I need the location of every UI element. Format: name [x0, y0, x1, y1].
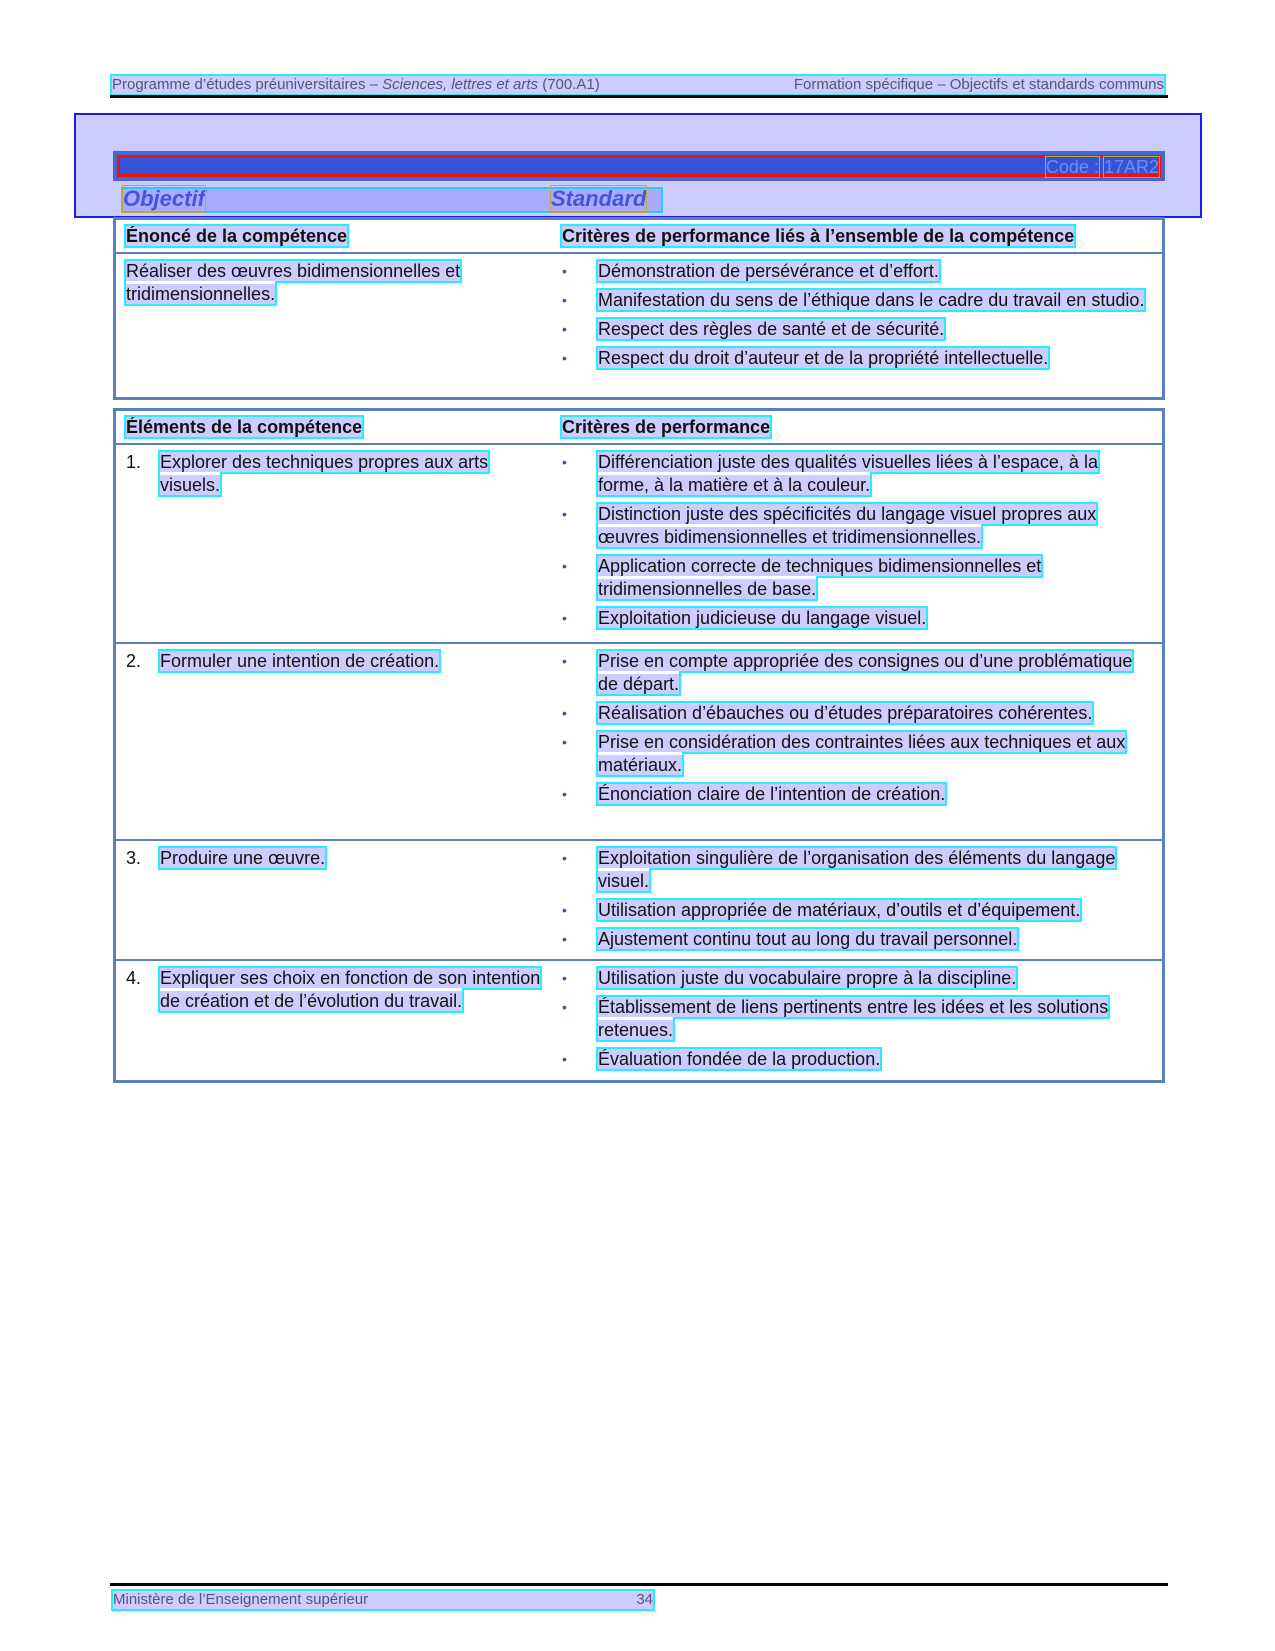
- table-row: [115, 253, 1164, 399]
- criterion: [598, 928, 1017, 951]
- criterion-text: Établissement de liens pertinents entre les idées et les solutions retenues.: [598, 997, 1109, 1040]
- competency-element: [126, 451, 552, 497]
- element-text-wrap: [160, 451, 552, 497]
- criterion-item: [562, 783, 1152, 806]
- objectif-label: Objectif: [123, 186, 205, 211]
- criterion: [598, 702, 1092, 725]
- header-elements: Éléments de la compétence: [126, 417, 363, 437]
- code-bar-inner: [117, 155, 1161, 177]
- page-footer: [113, 1591, 653, 1609]
- table-row: [115, 444, 1164, 643]
- table-row: [115, 643, 1164, 840]
- header-criteria: Critères de performance: [562, 417, 771, 437]
- element-number: 3.: [126, 848, 142, 868]
- criterion-text: Différenciation juste des qualités visuelles liées à l’espace, à la forme, à la matière et à la couleur.: [598, 452, 1098, 495]
- element-text: Formuler une intention de création.: [160, 651, 440, 671]
- criterion: [598, 289, 1144, 312]
- criterion: [598, 1048, 880, 1071]
- criterion-item: [562, 289, 1152, 312]
- criterion-item: [562, 1048, 1152, 1071]
- bullet-icon: •: [562, 786, 567, 802]
- criterion: [598, 503, 1152, 549]
- competency-elements-table: [113, 408, 1165, 1083]
- element-number: 4.: [126, 968, 142, 988]
- bullet-icon: •: [562, 321, 567, 337]
- bullet-icon: •: [562, 653, 567, 669]
- element-text: Explorer des techniques propres aux arts visuels.: [160, 452, 489, 495]
- code-label: Code :: [1045, 157, 1099, 177]
- criterion-text: Application correcte de techniques bidimensionnelles et tridimensionnelles de base.: [598, 556, 1042, 599]
- criterion-text: Utilisation juste du vocabulaire propre à la discipline.: [598, 968, 1017, 988]
- competency-statement-table: [113, 217, 1165, 400]
- criterion: [598, 899, 1080, 922]
- program-code: (700.A1): [538, 76, 600, 93]
- criterion-text: Respect des règles de santé et de sécurité.: [598, 319, 945, 339]
- bullet-icon: •: [562, 734, 567, 750]
- competency-element: [126, 650, 552, 673]
- criterion-text: Réalisation d’ébauches ou d’études préparatoires cohérentes.: [598, 703, 1093, 723]
- competency-element: [126, 847, 552, 870]
- criterion-text: Exploitation singulière de l’organisation des éléments du langage visuel.: [598, 848, 1116, 891]
- criterion-text: Distinction juste des spécificités du langage visuel propres aux œuvres bidimensionnelles et tridimensionnelles.: [598, 504, 1097, 547]
- table-row: [115, 840, 1164, 960]
- header-statement: Énoncé de la compétence: [126, 226, 348, 246]
- criterion: [598, 650, 1152, 696]
- criterion: [598, 555, 1152, 601]
- criterion-item: [562, 702, 1152, 725]
- section-title: Formation spécifique – Objectifs et standards communs: [793, 76, 1164, 93]
- criterion-item: [562, 451, 1152, 497]
- bullet-icon: •: [562, 454, 567, 470]
- criterion-text: Évaluation fondée de la production.: [598, 1049, 881, 1069]
- bullet-icon: •: [562, 263, 567, 279]
- criterion-text: Utilisation appropriée de matériaux, d’outils et d’équipement.: [598, 900, 1081, 920]
- page-header: [112, 76, 1164, 94]
- criterion-item: [562, 847, 1152, 893]
- program-title: [112, 76, 600, 94]
- ministry-name: Ministère de l’Enseignement supérieur: [113, 1591, 369, 1608]
- criterion-item: [562, 347, 1152, 370]
- criterion-text: Prise en compte appropriée des consignes ou d’une problématique de départ.: [598, 651, 1133, 694]
- criterion-item: [562, 503, 1152, 549]
- criterion-item: [562, 555, 1152, 601]
- criterion: [598, 607, 926, 630]
- criterion-text: Démonstration de persévérance et d’effort.: [598, 261, 939, 281]
- criterion-text: Manifestation du sens de l’éthique dans le cadre du travail en studio.: [598, 290, 1145, 310]
- criterion: [598, 967, 1016, 990]
- standard-label: Standard: [551, 186, 647, 211]
- bullet-icon: •: [562, 705, 567, 721]
- competency-statement: Réaliser des œuvres bidimensionnelles et tridimensionnelles.: [126, 261, 461, 304]
- table-row: [115, 960, 1164, 1081]
- bullet-icon: •: [562, 999, 567, 1015]
- criterion: [598, 731, 1152, 777]
- criterion-text: Ajustement continu tout au long du travail personnel.: [598, 929, 1018, 949]
- bullet-icon: •: [562, 558, 567, 574]
- code-value: 17AR2: [1103, 157, 1159, 177]
- bullet-icon: •: [562, 350, 567, 366]
- criterion-item: [562, 996, 1152, 1042]
- bullet-icon: •: [562, 970, 567, 986]
- table-header-row: [115, 410, 1164, 445]
- table-header-row: [115, 219, 1164, 254]
- bullet-icon: •: [562, 292, 567, 308]
- criterion: [598, 847, 1152, 893]
- bullet-icon: •: [562, 931, 567, 947]
- criterion: [598, 996, 1152, 1042]
- bullet-icon: •: [562, 610, 567, 626]
- bullet-icon: •: [562, 902, 567, 918]
- criterion-item: [562, 318, 1152, 341]
- criterion: [598, 783, 945, 806]
- criterion-item: [562, 650, 1152, 696]
- program-prefix: Programme d’études préuniversitaires –: [112, 76, 383, 93]
- bullet-icon: •: [562, 850, 567, 866]
- element-text-wrap: [160, 847, 325, 870]
- element-text: Produire une œuvre.: [160, 848, 326, 868]
- criterion: [598, 347, 1048, 370]
- criterion: [598, 451, 1152, 497]
- program-name: Sciences, lettres et arts: [382, 76, 539, 93]
- criterion-text: Prise en considération des contraintes liées aux techniques et aux matériaux.: [598, 732, 1126, 775]
- bullet-icon: •: [562, 1051, 567, 1067]
- criterion-item: [562, 260, 1152, 283]
- criterion-item: [562, 607, 1152, 630]
- element-number: 2.: [126, 651, 142, 671]
- element-text: Expliquer ses choix en fonction de son intention de création et de l’évolution du travail.: [160, 968, 541, 1011]
- criterion-text: Exploitation judicieuse du langage visuel.: [598, 608, 927, 628]
- page-number: 34: [636, 1591, 653, 1608]
- element-number: 1.: [126, 452, 142, 472]
- criterion-item: [562, 967, 1152, 990]
- bullet-icon: •: [562, 506, 567, 522]
- criterion-item: [562, 899, 1152, 922]
- criterion-text: Énonciation claire de l’intention de création.: [598, 784, 946, 804]
- competency-element: [126, 967, 552, 1013]
- element-text-wrap: [160, 967, 552, 1013]
- header-criteria-global: Critères de performance liés à l’ensemble de la compétence: [562, 226, 1075, 246]
- criterion-text: Respect du droit d’auteur et de la propriété intellectuelle.: [598, 348, 1049, 368]
- criterion: [598, 318, 944, 341]
- criterion: [598, 260, 939, 283]
- header-divider: [110, 95, 1168, 98]
- criterion-item: [562, 731, 1152, 777]
- competency-code: [1046, 157, 1159, 178]
- footer-divider: [110, 1583, 1168, 1586]
- criterion-item: [562, 928, 1152, 951]
- element-text-wrap: [160, 650, 439, 673]
